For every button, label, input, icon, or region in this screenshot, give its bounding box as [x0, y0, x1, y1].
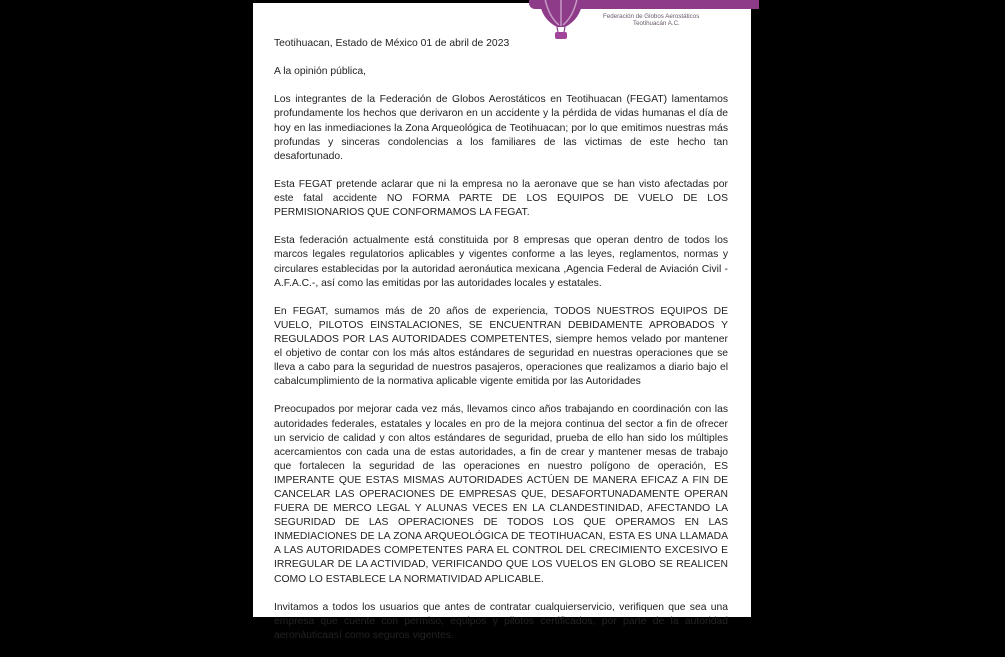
date-line: Teotihuacan, Estado de México 01 de abril de 2023 — [274, 38, 510, 49]
paragraph-3: Esta federación actualmente está constituida por 8 empresas que operan dentro de todos los marcos legales regulatorios aplicables y vigentes conforme a las leyes, reglamentos, normas y circulares establecidas por la autoridad aeronáutica mexicana ,Agencia Federal de Aviación Civil -A.F.A.C.-, así como las emitidas por las autoridades locales y estatales. — [274, 235, 728, 289]
paragraph-1: Los integrantes de la Federación de Globos Aerostáticos en Teotihuacan (FEGAT) lamentamos profundamente los hechos que derivaron en un accidente y la pérdida de vidas humanas el día de hoy en las inmediaciones la Zona Arqueológica de Teotihuacan; por lo que emitimos nuestras más profundas y sinceras condolencias a los familiares de las victimas de este hecho tan desafortunado. — [274, 94, 728, 162]
balloon-icon — [535, 0, 587, 41]
letter-page — [253, 3, 751, 641]
paragraph-4: En FEGAT, sumamos más de 20 años de experiencia, TODOS NUESTROS EQUIPOS DE VUELO, PILOTOS EINSTALACIONES, SE ENCUENTRAN DEBIDAMENTE APROBADOS Y REGULADOS POR LAS AUTORIDADES COMPETENTES, siempre hemos velado por mantener el objetivo de contar con los más altos estándares de seguridad en nuestras operaciones que se lleva a cabo para la seguridad de nuestros pasajeros, operaciones que realizamos a diario bajo el cabalcumplimiento de la normativa aplicable vigente emitida por las Autoridades — [274, 305, 728, 388]
paragraph-6: Invitamos a todos los usuarios que antes de contratar cualquierservicio, verifiquen que sea una empresa que cuente con permiso, equipos y pilotos certificados, por parte de la autoridad aeronáuticaasí como seguros vigentes. — [274, 601, 728, 641]
salutation: A la opinión pública, — [274, 66, 367, 78]
logo-name-line2: Teotihuacán A.C. — [633, 20, 680, 27]
logo-name — [603, 13, 699, 27]
letter-body — [274, 37, 728, 657]
paragraph-2: Esta FEGAT pretende aclarar que ni la empresa no la aeronave que se han visto afectadas por este fatal accidente NO FORMA PARTE DE LOS EQUIPOS DE VUELO DE LOS PERMISIONARIOS QUE CONFORMAMOS LA FEGAT. — [274, 178, 728, 219]
logo-name-line1: Federación de Globos Aerostáticos — [603, 13, 700, 20]
paragraph-5: Preocupados por mejorar cada vez más, llevamos cinco años trabajando en coordinación con las autoridades federales, estatales y locales en pro de la mejora continua del sector a fin de ofrecer un servicio de calidad y con altos estándares de seguridad, prueba de ello han sido los múltiples acercamientos con cada una de estas autoridades, a fin de crear y mantener mesas de trabajo que fortalecen la seguridad de las operaciones en nuestro polígono de operación, ES IMPERANTE QUE ESTAS MISMAS AUTORIDADES ACTÚEN DE MANERA EFICAZ A FIN DE CANCELAR LAS OPERACIONES DE EMPRESAS QUE, DESAFORTUNADAMENTE OPERAN FUERA DE MERCO LEGAL Y ALUNAS VECES EN LA CLANDESTINIDAD, AFECTANDO LA SEGURIDAD DE LAS OPERACIONES DE TODOS LOS QUE OPERAMOS EN LAS INMEDIACIONES DE LA ZONA ARQUEOLÓGICA DE TEOTIHUACAN, ESTA ES UNA LLAMADA A LAS AUTORIDADES COMPETENTES PARA EL CONTROL DEL CRECIMIENTO EXCESIVO E IRREGULAR DE LA ACTIVIDAD, VERIFICANDO QUE LOS VUELOS EN GLOBO SE REALICEN COMO LO ESTABLECE LA NORMATIVIDAD APLICABLE. — [274, 404, 728, 585]
